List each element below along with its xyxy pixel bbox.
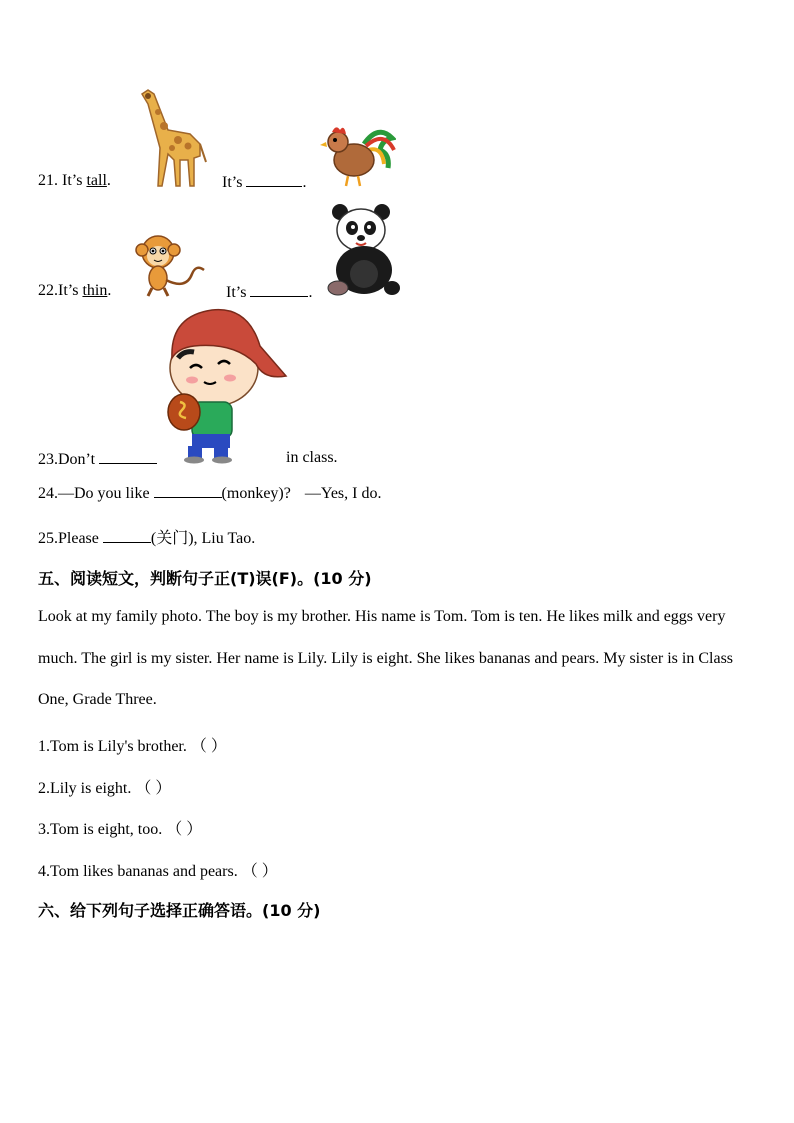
q21-blank[interactable] [246, 172, 302, 187]
q23-start: 23.Don’t [38, 451, 100, 468]
tf-answer-bracket[interactable]: （ ） [135, 780, 172, 797]
section-5-title: 五、阅读短文，判断句子正(T)误(F)。(10 分) [38, 569, 372, 588]
panda-icon [324, 202, 404, 298]
question-22-answer [226, 282, 312, 302]
q22-tail: . [308, 284, 313, 301]
q22-blank[interactable] [250, 282, 308, 297]
tf-item-text: 2.Lily is eight. [38, 780, 132, 797]
q22-end: . [107, 282, 112, 299]
tf-item-4 [38, 858, 278, 881]
q23-end: in class. [286, 449, 338, 466]
q24-hint: (monkey)? [221, 485, 291, 502]
tf-item-3 [38, 816, 202, 839]
q22-number: 22.It’s [38, 282, 83, 299]
q21-prompt: It’s [222, 174, 247, 191]
monkey-icon [130, 232, 208, 298]
q21-number: 21. It’s [38, 172, 87, 189]
question-21-answer [222, 172, 306, 192]
tf-item-text: 4.Tom likes bananas and pears. [38, 863, 238, 880]
tf-item-1 [38, 733, 227, 756]
question-24 [38, 483, 381, 503]
q21-word: tall [86, 172, 107, 189]
tf-answer-bracket[interactable]: （ ） [190, 738, 227, 755]
question-25 [38, 525, 255, 548]
q24-blank[interactable] [154, 483, 222, 498]
q22-word: thin [82, 282, 108, 299]
q24-answer: —Yes, I do. [304, 485, 382, 502]
q23-blank[interactable] [99, 449, 157, 464]
boy-eating-icon [164, 306, 288, 464]
question-22 [38, 282, 111, 300]
q22-prompt: It’s [226, 284, 251, 301]
question-23 [38, 449, 157, 469]
rooster-icon [318, 120, 396, 188]
q24-start: 24.—Do you like [38, 485, 154, 502]
q25-blank[interactable] [103, 528, 151, 543]
giraffe-icon [128, 82, 210, 188]
q21-end: . [106, 172, 111, 189]
tf-item-text: 3.Tom is eight, too. [38, 821, 163, 838]
section-6-title: 六、给下列句子选择正确答语。(10 分) [38, 901, 321, 920]
tf-item-text: 1.Tom is Lily's brother. [38, 738, 187, 755]
question-21 [38, 172, 111, 190]
reading-passage: Look at my family photo. The boy is my brother. His name is Tom. Tom is ten. He likes milk and eggs very much. The girl is my sister. Her name is Lily. Lily is eight. She likes bananas and pears. My sister is in Class One, Grade Three. [38, 608, 734, 708]
q21-tail: . [302, 174, 307, 191]
q25-start: 25.Please [38, 530, 103, 547]
tf-item-2 [38, 775, 171, 798]
q25-hint: (关门), Liu Tao. [150, 530, 256, 547]
tf-answer-bracket[interactable]: （ ） [166, 821, 203, 838]
tf-answer-bracket[interactable]: （ ） [241, 863, 278, 880]
